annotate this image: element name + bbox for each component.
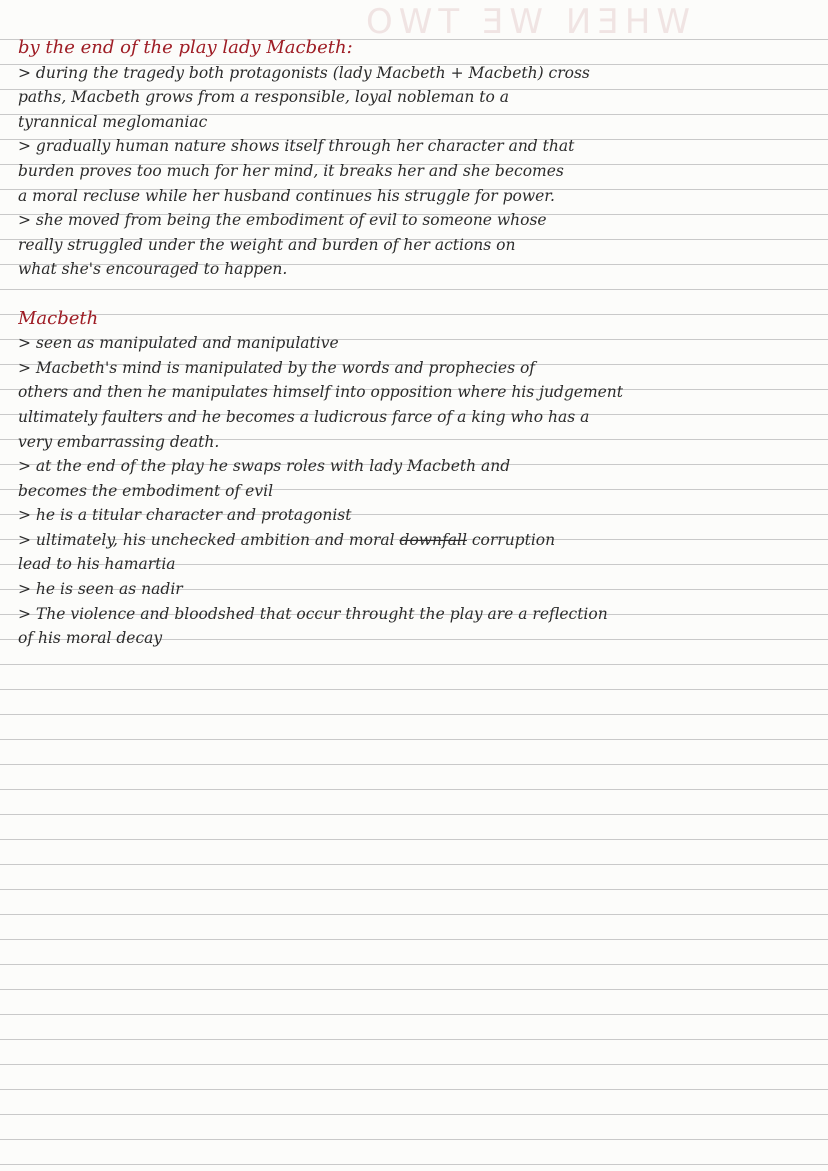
hamartia-line <box>18 528 818 553</box>
hamartia-line-start: > ultimately, his unchecked ambition and moral <box>18 530 395 549</box>
lady-macbeth-heading: by the end of the play lady Macbeth: <box>18 37 353 58</box>
note-line: others and then he manipulates himself into opposition where his judgement <box>18 383 624 402</box>
blank-line <box>18 282 818 307</box>
note-line: paths, Macbeth grows from a responsible, loyal nobleman to a <box>18 88 509 107</box>
macbeth-heading: Macbeth <box>18 307 99 329</box>
note-line: > The violence and bloodshed that occur throught the play are a reflection <box>18 604 608 623</box>
note-line: > gradually human nature shows itself through her character and that <box>18 137 575 156</box>
note-line: of his moral decay <box>18 629 163 648</box>
hamartia-line-end: corruption <box>471 530 556 549</box>
note-line: tyrannical meglomaniac <box>18 112 208 131</box>
note-line: ultimately faulters and he becomes a ludicrous farce of a king who has a <box>18 407 590 426</box>
note-line: > she moved from being the embodiment of evil to someone whose <box>18 211 547 230</box>
note-line: > Macbeth's mind is manipulated by the words and prophecies of <box>18 358 536 377</box>
note-line: > he is a titular character and protagonist <box>18 506 352 525</box>
struck-word: downfall <box>399 530 467 549</box>
note-line: > during the tragedy both protagonists (lady Macbeth + Macbeth) cross <box>18 63 590 82</box>
note-line: becomes the embodiment of evil <box>18 481 274 500</box>
note-line: burden proves too much for her mind, it breaks her and she becomes <box>18 161 564 180</box>
note-line: > at the end of the play he swaps roles with lady Macbeth and <box>18 457 511 476</box>
note-line: a moral recluse while her husband continues his struggle for power. <box>18 186 555 205</box>
note-line: really struggled under the weight and burden of her actions on <box>18 235 516 254</box>
note-line: lead to his hamartia <box>18 555 176 574</box>
note-line: very embarrassing death. <box>18 432 220 451</box>
notes-content <box>18 36 818 651</box>
note-line: what she's encouraged to happen. <box>18 260 288 279</box>
note-line: > he is seen as nadir <box>18 580 183 599</box>
note-line: > seen as manipulated and manipulative <box>18 334 339 353</box>
bleed-through-text: WHEN WE TWO <box>360 2 690 42</box>
